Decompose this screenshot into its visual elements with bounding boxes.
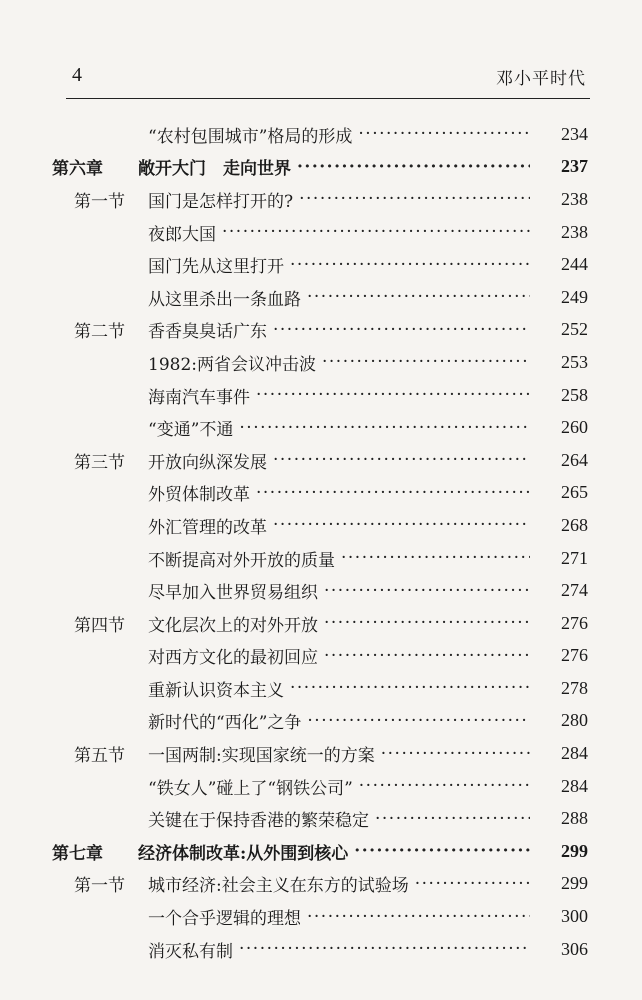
toc-page-number: 238 xyxy=(561,221,588,242)
toc-section-row xyxy=(0,868,642,901)
toc-entry-row xyxy=(0,672,642,705)
toc-section-row xyxy=(0,737,642,770)
dot-leader xyxy=(290,678,530,698)
toc-entry-row xyxy=(0,118,642,151)
table-of-contents xyxy=(0,118,642,965)
toc-title xyxy=(148,871,534,896)
toc-title-text: 新时代的“西化”之争 xyxy=(148,713,302,734)
toc-page-number: 306 xyxy=(561,938,588,959)
toc-title xyxy=(148,578,534,603)
dot-leader xyxy=(324,581,530,601)
toc-entry-row xyxy=(0,379,642,412)
toc-title xyxy=(148,904,534,929)
toc-entry-row xyxy=(0,705,642,738)
toc-page-number: 238 xyxy=(561,188,588,209)
toc-section-row xyxy=(0,314,642,347)
toc-title-text: 一个合乎逻辑的理想 xyxy=(148,909,301,930)
toc-page-number: 280 xyxy=(561,710,588,731)
toc-page-number: 271 xyxy=(561,547,588,568)
toc-title-text: 敞开大门 走向世界 xyxy=(138,159,291,180)
toc-title-text: 海南汽车事件 xyxy=(148,387,250,408)
toc-title xyxy=(148,643,534,668)
dot-leader xyxy=(239,418,530,438)
dot-leader xyxy=(256,483,530,503)
dot-leader xyxy=(322,352,530,372)
toc-title-text: 经济体制改革:从外围到核心 xyxy=(138,843,349,864)
toc-title xyxy=(138,839,534,864)
toc-title xyxy=(148,252,534,277)
toc-title-text: 国门是怎样打开的? xyxy=(148,191,294,212)
section-label: 第五节 xyxy=(74,746,125,767)
dot-leader xyxy=(307,907,530,927)
toc-title xyxy=(148,806,534,831)
toc-title-text: “变通”不通 xyxy=(148,420,234,441)
toc-title-text: 文化层次上的对外开放 xyxy=(148,615,318,636)
toc-section-row xyxy=(0,183,642,216)
toc-title-text: 关键在于保持香港的繁荣稳定 xyxy=(148,811,369,832)
dot-leader xyxy=(307,287,530,307)
page-number: 4 xyxy=(72,64,82,86)
toc-page-number: 299 xyxy=(561,873,588,894)
toc-title-text: 重新认识资本主义 xyxy=(148,680,284,701)
toc-title xyxy=(138,154,534,179)
toc-page-number: 258 xyxy=(561,384,588,405)
toc-entry-row xyxy=(0,933,642,966)
chapter-label: 第六章 xyxy=(52,159,103,180)
dot-leader xyxy=(307,711,530,731)
toc-title xyxy=(148,741,534,766)
toc-title xyxy=(148,611,534,636)
toc-title-text: 不断提高对外开放的质量 xyxy=(148,550,335,571)
toc-entry-row xyxy=(0,281,642,314)
dot-leader xyxy=(299,189,530,209)
toc-entry-row xyxy=(0,900,642,933)
toc-title-text: “农村包围城市”格局的形成 xyxy=(148,126,353,147)
dot-leader xyxy=(273,320,530,340)
toc-chapter-row xyxy=(0,151,642,184)
dot-leader xyxy=(222,222,530,242)
section-label: 第一节 xyxy=(74,191,125,212)
toc-entry-row xyxy=(0,411,642,444)
dot-leader xyxy=(324,646,530,666)
toc-title xyxy=(148,937,534,962)
dot-leader xyxy=(381,744,530,764)
toc-page-number: 288 xyxy=(561,808,588,829)
toc-entry-row xyxy=(0,216,642,249)
toc-title xyxy=(148,415,534,440)
toc-page-number: 234 xyxy=(561,123,588,144)
dot-leader xyxy=(273,450,530,470)
toc-title xyxy=(148,383,534,408)
toc-title-text: 香香臭臭话广东 xyxy=(148,322,267,343)
toc-page-number: 260 xyxy=(561,417,588,438)
toc-title-text: 夜郎大国 xyxy=(148,224,216,245)
dot-leader xyxy=(273,515,530,535)
dot-leader xyxy=(354,841,530,861)
toc-title-text: 从这里杀出一条血路 xyxy=(148,289,301,310)
running-header-title: 邓小平时代 xyxy=(496,69,586,89)
toc-page-number: 244 xyxy=(561,254,588,275)
toc-title-text: 1982:两省会议冲击波 xyxy=(148,354,316,375)
dot-leader xyxy=(239,939,530,959)
section-label: 第三节 xyxy=(74,452,125,473)
toc-title-text: 外汇管理的改革 xyxy=(148,517,267,538)
toc-title-text: “铁女人”碰上了“钢铁公司” xyxy=(148,778,353,799)
toc-page-number: 278 xyxy=(561,677,588,698)
toc-title xyxy=(148,187,534,212)
toc-title-text: 国门先从这里打开 xyxy=(148,257,284,278)
toc-title-text: 一国两制:实现国家统一的方案 xyxy=(148,746,375,767)
toc-entry-row xyxy=(0,248,642,281)
toc-entry-row xyxy=(0,509,642,542)
toc-page-number: 274 xyxy=(561,580,588,601)
dot-leader xyxy=(358,124,530,144)
toc-title xyxy=(148,546,534,571)
toc-entry-row xyxy=(0,640,642,673)
section-label: 第一节 xyxy=(74,876,125,897)
toc-title xyxy=(148,708,534,733)
toc-title xyxy=(148,285,534,310)
toc-entry-row xyxy=(0,770,642,803)
header-rule xyxy=(66,98,590,99)
toc-entry-row xyxy=(0,477,642,510)
toc-page-number: 264 xyxy=(561,449,588,470)
dot-leader xyxy=(415,874,530,894)
dot-leader xyxy=(290,255,530,275)
toc-title-text: 对西方文化的最初回应 xyxy=(148,648,318,669)
toc-page-number: 284 xyxy=(561,743,588,764)
toc-title xyxy=(148,448,534,473)
toc-page-number: 268 xyxy=(561,514,588,535)
toc-page-number: 299 xyxy=(561,840,588,861)
toc-page-number: 253 xyxy=(561,351,588,372)
toc-page-number: 249 xyxy=(561,286,588,307)
toc-entry-row xyxy=(0,542,642,575)
dot-leader xyxy=(341,548,530,568)
toc-title-text: 外贸体制改革 xyxy=(148,485,250,506)
toc-entry-row xyxy=(0,574,642,607)
toc-title-text: 城市经济:社会主义在东方的试验场 xyxy=(148,876,409,897)
dot-leader xyxy=(375,809,530,829)
chapter-label: 第七章 xyxy=(52,843,103,864)
dot-leader xyxy=(324,613,530,633)
toc-title-text: 开放向纵深发展 xyxy=(148,452,267,473)
section-label: 第四节 xyxy=(74,615,125,636)
toc-page-number: 276 xyxy=(561,645,588,666)
toc-page-number: 265 xyxy=(561,482,588,503)
toc-chapter-row xyxy=(0,835,642,868)
toc-title xyxy=(148,220,534,245)
dot-leader xyxy=(256,385,530,405)
toc-title xyxy=(148,350,534,375)
toc-title-text: 消灭私有制 xyxy=(148,941,233,962)
toc-section-row xyxy=(0,607,642,640)
toc-page-number: 284 xyxy=(561,775,588,796)
toc-page-number: 237 xyxy=(561,156,588,177)
toc-title xyxy=(148,774,534,799)
dot-leader xyxy=(359,776,530,796)
toc-section-row xyxy=(0,444,642,477)
toc-title-text: 尽早加入世界贸易组织 xyxy=(148,583,318,604)
dot-leader xyxy=(297,157,530,177)
toc-title xyxy=(148,676,534,701)
toc-entry-row xyxy=(0,346,642,379)
toc-title xyxy=(148,480,534,505)
toc-entry-row xyxy=(0,802,642,835)
toc-page-number: 276 xyxy=(561,612,588,633)
toc-title xyxy=(148,513,534,538)
section-label: 第二节 xyxy=(74,322,125,343)
toc-title xyxy=(148,317,534,342)
toc-title xyxy=(148,122,534,147)
toc-page-number: 252 xyxy=(561,319,588,340)
toc-page-number: 300 xyxy=(561,906,588,927)
